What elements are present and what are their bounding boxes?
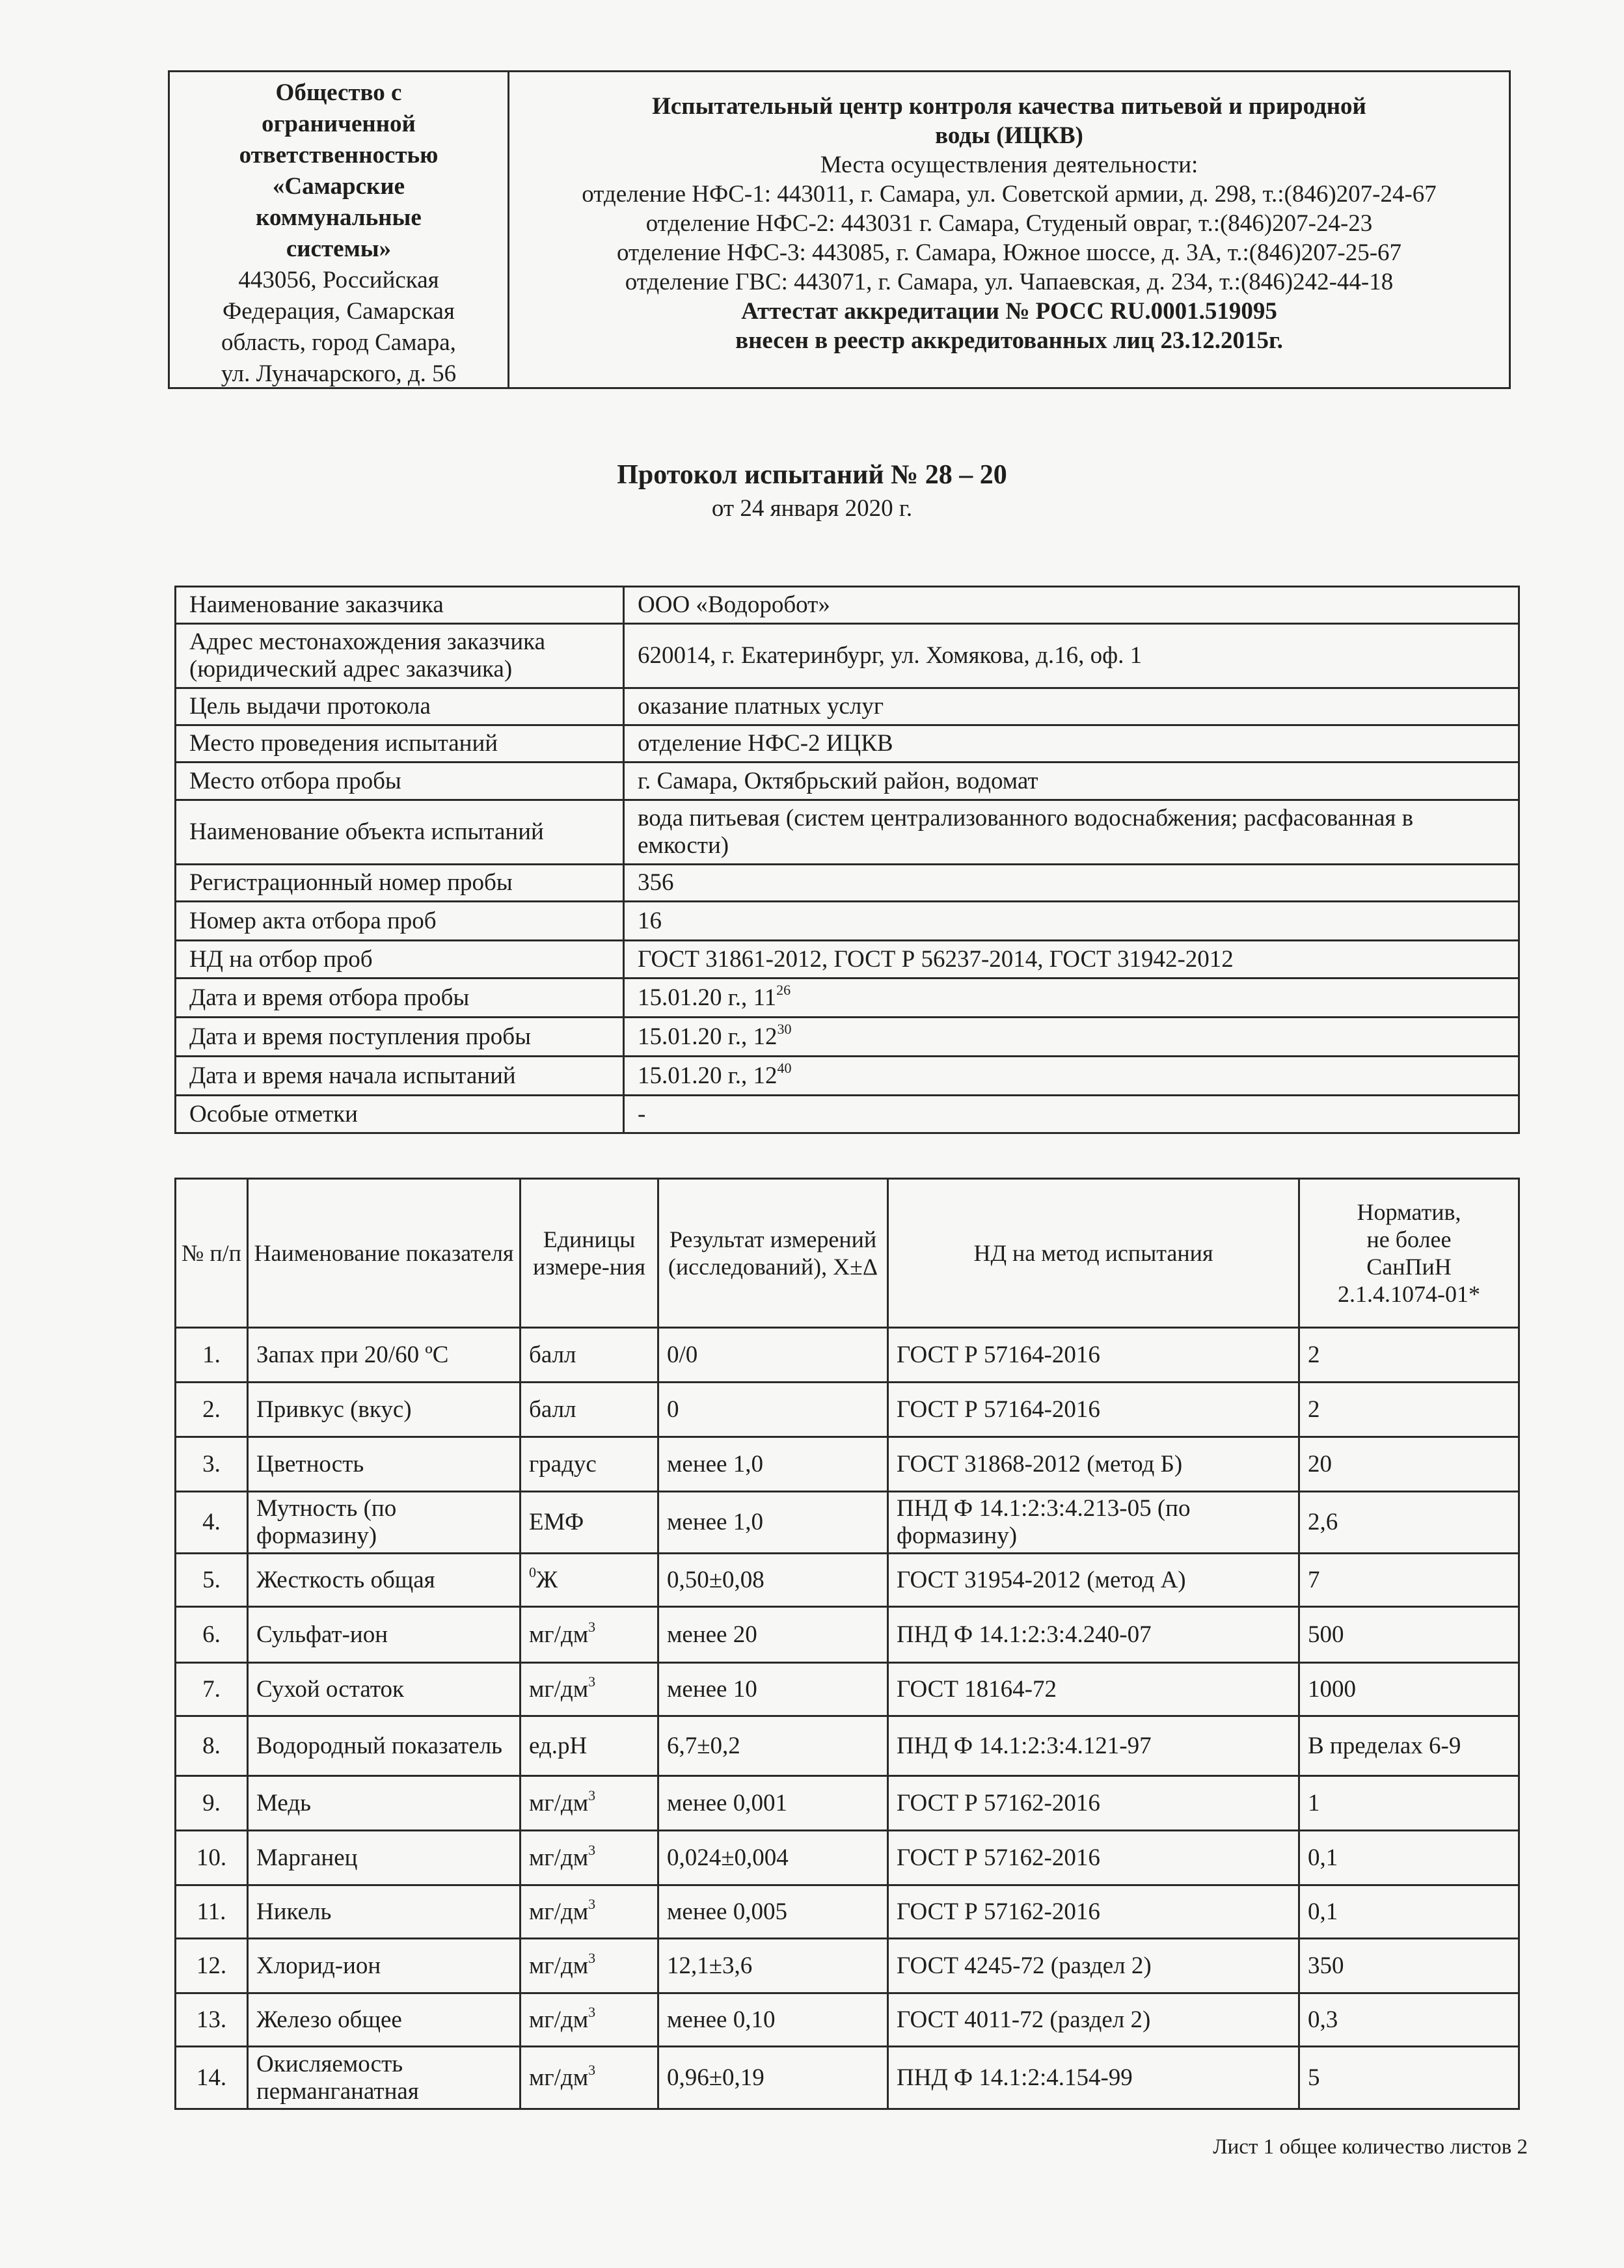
info-row: [176, 941, 1519, 979]
protocol-date: от 24 января 2020 г.: [711, 495, 913, 522]
address-line: ул. Луначарского, д. 56: [221, 360, 457, 387]
norm-value: 2,6: [1299, 1492, 1519, 1554]
indicator-name: Мутность (по формазину): [248, 1492, 521, 1554]
norm-value: 1000: [1299, 1663, 1519, 1716]
info-row: [176, 1057, 1519, 1096]
method-cell: ГОСТ 31868-2012 (метод Б): [888, 1437, 1299, 1492]
info-row: [176, 763, 1519, 800]
col-unit-header: Единицы измере-ния: [521, 1179, 658, 1328]
unit-text: мг/дм: [529, 1675, 589, 1703]
results-header-row: [176, 1179, 1519, 1328]
organization-cell: [170, 72, 509, 387]
info-row: [176, 1018, 1519, 1057]
norm-value: 2: [1299, 1328, 1519, 1383]
address-line: область, город Самара,: [221, 329, 456, 356]
row-number: 13.: [176, 1993, 248, 2047]
unit-cell: [521, 1716, 658, 1776]
norm-value: 350: [1299, 1939, 1519, 1993]
result-row: [176, 1492, 1519, 1554]
method-cell: ПНД Ф 14.1:2:3:4.213-05 (по формазину): [888, 1492, 1299, 1554]
result-row: [176, 1831, 1519, 1885]
row-number: 7.: [176, 1663, 248, 1716]
info-value: [624, 1096, 1519, 1133]
info-value: [624, 1018, 1519, 1057]
org-line: системы»: [286, 236, 392, 262]
info-value: [624, 587, 1519, 624]
col-result-header: Результат измерений (исследований), Х±Δ: [658, 1179, 888, 1328]
results-table: [174, 1178, 1520, 2110]
info-value: [624, 725, 1519, 763]
indicator-name: Хлорид-ион: [248, 1939, 521, 1993]
branch-line: отделение НФС-2: 443031 г. Самара, Студеный овраг, т.:(846)207-24-23: [645, 210, 1373, 237]
norm-value: 7: [1299, 1554, 1519, 1607]
indicator-name: Привкус (вкус): [248, 1383, 521, 1437]
unit-text: мг/дм: [529, 1952, 589, 1979]
org-line: коммунальные: [256, 204, 422, 231]
info-row: [176, 587, 1519, 624]
row-number: 14.: [176, 2047, 248, 2109]
result-value: 0,96±0,19: [658, 2047, 888, 2109]
norm-value: 0,3: [1299, 1993, 1519, 2047]
result-value: 0,50±0,08: [658, 1554, 888, 1607]
indicator-name: Сухой остаток: [248, 1663, 521, 1716]
indicator-name: Окисляемость перманганатная: [248, 2047, 521, 2109]
center-title-abbr: воды (ИЦКВ): [935, 122, 1083, 149]
result-value: менее 20: [658, 1607, 888, 1663]
unit-superscript: 3: [588, 1949, 596, 1966]
indicator-name: Сульфат-ион: [248, 1607, 521, 1663]
unit-text: Ж: [536, 1566, 558, 1593]
result-value: менее 10: [658, 1663, 888, 1716]
unit-text: мг/дм: [529, 1621, 589, 1648]
address-line: Федерация, Самарская: [223, 298, 455, 325]
info-value: [624, 624, 1519, 688]
info-row: [176, 725, 1519, 763]
info-value: [624, 1057, 1519, 1096]
org-line: Общество с: [275, 79, 402, 106]
org-line: «Самарские: [272, 173, 405, 200]
info-value-text: 15.01.20 г., 11: [638, 984, 777, 1011]
info-value: [624, 688, 1519, 725]
unit-text: мг/дм: [529, 1789, 589, 1816]
result-value: менее 0,10: [658, 1993, 888, 2047]
result-row: [176, 1776, 1519, 1831]
branch-line: отделение НФС-1: 443011, г. Самара, ул. Советской армии, д. 298, т.:(846)207-24-67: [582, 181, 1437, 208]
org-line: ответственностью: [239, 142, 439, 169]
info-value-text: ООО «Водоробот»: [638, 591, 830, 618]
time-minutes: 26: [776, 981, 791, 998]
info-row: [176, 1096, 1519, 1133]
row-number: 2.: [176, 1383, 248, 1437]
address-line: 443056, Российская: [238, 267, 439, 293]
info-key: Место проведения испытаний: [176, 725, 624, 763]
method-cell: ГОСТ Р 57164-2016: [888, 1383, 1299, 1437]
places-label: Места осуществления деятельности:: [820, 152, 1198, 178]
info-key: Цель выдачи протокола: [176, 688, 624, 725]
time-minutes: 30: [777, 1020, 792, 1037]
info-key: Номер акта отбора проб: [176, 902, 624, 941]
norm-header-line: СанПиН: [1366, 1254, 1452, 1280]
method-cell: ПНД Ф 14.1:2:3:4.240-07: [888, 1607, 1299, 1663]
norm-value: 0,1: [1299, 1831, 1519, 1885]
result-value: менее 0,001: [658, 1776, 888, 1831]
indicator-name: Запах при 20/60 ºС: [248, 1328, 521, 1383]
norm-header-line: 2.1.4.1074-01*: [1338, 1281, 1480, 1307]
header-block: [168, 70, 1511, 389]
org-line: ограниченной: [262, 111, 416, 137]
center-title: Испытательный центр контроля качества питьевой и природной: [652, 93, 1366, 120]
unit-text: ЕМФ: [529, 1509, 584, 1535]
result-row: [176, 1939, 1519, 1993]
row-number: 6.: [176, 1607, 248, 1663]
unit-cell: [521, 1776, 658, 1831]
row-number: 10.: [176, 1831, 248, 1885]
norm-value: 1: [1299, 1776, 1519, 1831]
registry-line: внесен в реестр аккредитованных лиц 23.12.2015г.: [735, 327, 1283, 354]
method-cell: ГОСТ 31954-2012 (метод А): [888, 1554, 1299, 1607]
info-row: [176, 865, 1519, 902]
result-value: 0,024±0,004: [658, 1831, 888, 1885]
branch-line: отделение ГВС: 443071, г. Самара, ул. Чапаевская, д. 234, т.:(846)242-44-18: [625, 269, 1394, 295]
info-value-text: оказание платных услуг: [638, 693, 884, 720]
col-norm-header: [1299, 1179, 1519, 1328]
result-value: 12,1±3,6: [658, 1939, 888, 1993]
info-key: Дата и время начала испытаний: [176, 1057, 624, 1096]
info-value-text: 15.01.20 г., 12: [638, 1023, 778, 1050]
result-value: менее 1,0: [658, 1437, 888, 1492]
norm-value: 5: [1299, 2047, 1519, 2109]
unit-text: мг/дм: [529, 1898, 589, 1925]
unit-cell: [521, 1492, 658, 1554]
time-minutes: 40: [777, 1059, 792, 1076]
result-value: 6,7±0,2: [658, 1716, 888, 1776]
row-number: 11.: [176, 1885, 248, 1939]
method-cell: ГОСТ 4245-72 (раздел 2): [888, 1939, 1299, 1993]
accreditation-line: Аттестат аккредитации № РОСС RU.0001.519095: [741, 298, 1277, 325]
method-cell: ГОСТ Р 57162-2016: [888, 1776, 1299, 1831]
result-row: [176, 1554, 1519, 1607]
info-value: [624, 800, 1519, 865]
result-value: 0: [658, 1383, 888, 1437]
info-value-text: 356: [638, 869, 674, 896]
unit-superscript: 3: [588, 2003, 596, 2020]
row-number: 8.: [176, 1716, 248, 1776]
result-value: менее 1,0: [658, 1492, 888, 1554]
info-row: [176, 800, 1519, 865]
sample-info-table: [174, 586, 1520, 1134]
result-row: [176, 1383, 1519, 1437]
method-cell: ГОСТ 4011-72 (раздел 2): [888, 1993, 1299, 2047]
row-number: 12.: [176, 1939, 248, 1993]
info-key: Особые отметки: [176, 1096, 624, 1133]
unit-cell: [521, 1831, 658, 1885]
info-value-text: ГОСТ 31861-2012, ГОСТ Р 56237-2014, ГОСТ 31942-2012: [638, 945, 1234, 973]
result-row: [176, 1663, 1519, 1716]
indicator-name: Железо общее: [248, 1993, 521, 2047]
unit-cell: [521, 1939, 658, 1993]
info-value-text: г. Самара, Октябрьский район, водомат: [638, 767, 1038, 794]
info-value-text: 15.01.20 г., 12: [638, 1062, 778, 1089]
unit-cell: [521, 1328, 658, 1383]
method-cell: ГОСТ Р 57164-2016: [888, 1328, 1299, 1383]
unit-text: балл: [529, 1341, 576, 1368]
info-value-text: 16: [638, 907, 662, 934]
norm-value: 500: [1299, 1607, 1519, 1663]
info-key: Регистрационный номер пробы: [176, 865, 624, 902]
info-key: Дата и время отбора пробы: [176, 979, 624, 1018]
row-number: 4.: [176, 1492, 248, 1554]
row-number: 1.: [176, 1328, 248, 1383]
indicator-name: Жесткость общая: [248, 1554, 521, 1607]
unit-cell: [521, 1607, 658, 1663]
unit-text: градус: [529, 1450, 597, 1478]
info-row: [176, 688, 1519, 725]
method-cell: ГОСТ Р 57162-2016: [888, 1885, 1299, 1939]
indicator-name: Цветность: [248, 1437, 521, 1492]
unit-cell: [521, 1383, 658, 1437]
unit-superscript: 3: [588, 1673, 596, 1690]
result-row: [176, 1885, 1519, 1939]
norm-value: 2: [1299, 1383, 1519, 1437]
indicator-name: Водородный показатель: [248, 1716, 521, 1776]
test-center-cell: [509, 72, 1509, 387]
result-value: менее 0,005: [658, 1885, 888, 1939]
norm-value: 0,1: [1299, 1885, 1519, 1939]
method-cell: ПНД Ф 14.1:2:4.154-99: [888, 2047, 1299, 2109]
result-row: [176, 1716, 1519, 1776]
norm-header-line: не более: [1366, 1226, 1452, 1252]
result-value: 0/0: [658, 1328, 888, 1383]
row-number: 3.: [176, 1437, 248, 1492]
unit-prefix-superscript: 0: [529, 1563, 536, 1580]
info-value: [624, 865, 1519, 902]
branch-line: отделение НФС-3: 443085, г. Самара, Южное шоссе, д. 3А, т.:(846)207-25-67: [616, 239, 1402, 266]
result-row: [176, 1437, 1519, 1492]
info-key: Наименование заказчика: [176, 587, 624, 624]
info-key: Дата и время поступления пробы: [176, 1018, 624, 1057]
info-key: Место отбора пробы: [176, 763, 624, 800]
col-number-header: № п/п: [176, 1179, 248, 1328]
indicator-name: Медь: [248, 1776, 521, 1831]
info-key: Адрес местонахождения заказчика (юридический адрес заказчика): [176, 624, 624, 688]
info-value: [624, 979, 1519, 1018]
organization-address: [170, 265, 508, 390]
col-name-header: Наименование показателя: [248, 1179, 521, 1328]
unit-text: ед.рН: [529, 1732, 588, 1759]
method-cell: ГОСТ 18164-72: [888, 1663, 1299, 1716]
row-number: 9.: [176, 1776, 248, 1831]
info-row: [176, 902, 1519, 941]
unit-superscript: 3: [588, 1841, 596, 1858]
unit-cell: [521, 2047, 658, 2109]
info-row: [176, 624, 1519, 688]
unit-superscript: 3: [588, 1895, 596, 1912]
result-row: [176, 1993, 1519, 2047]
norm-header-line: Норматив,: [1357, 1199, 1461, 1225]
page-footer: Лист 1 общее количество листов 2: [1213, 2135, 1528, 2159]
result-row: [176, 2047, 1519, 2109]
info-value-text: вода питьевая (систем централизованного водоснабжения; расфасованная в емкости): [638, 805, 1414, 859]
unit-cell: [521, 1993, 658, 2047]
info-value: [624, 941, 1519, 979]
unit-text: мг/дм: [529, 1844, 589, 1871]
unit-cell: [521, 1437, 658, 1492]
unit-text: мг/дм: [529, 2064, 589, 2091]
unit-superscript: 3: [588, 2061, 596, 2078]
info-key: Наименование объекта испытаний: [176, 800, 624, 865]
organization-name: [170, 77, 508, 265]
unit-cell: [521, 1885, 658, 1939]
unit-text: мг/дм: [529, 2006, 589, 2033]
result-row: [176, 1328, 1519, 1383]
indicator-name: Никель: [248, 1885, 521, 1939]
unit-cell: [521, 1663, 658, 1716]
indicator-name: Марганец: [248, 1831, 521, 1885]
norm-value: 20: [1299, 1437, 1519, 1492]
info-value: [624, 763, 1519, 800]
info-key: НД на отбор проб: [176, 941, 624, 979]
info-value-text: отделение НФС-2 ИЦКВ: [638, 730, 893, 757]
method-cell: ПНД Ф 14.1:2:3:4.121-97: [888, 1716, 1299, 1776]
protocol-title: Протокол испытаний № 28 – 20: [617, 460, 1007, 490]
info-value-text: 620014, г. Екатеринбург, ул. Хомякова, д.16, оф. 1: [638, 642, 1143, 669]
unit-text: балл: [529, 1396, 576, 1423]
row-number: 5.: [176, 1554, 248, 1607]
info-row: [176, 979, 1519, 1018]
info-value: [624, 902, 1519, 941]
unit-superscript: 3: [588, 1787, 596, 1803]
unit-superscript: 3: [588, 1618, 596, 1635]
col-method-header: НД на метод испытания: [888, 1179, 1299, 1328]
info-value-text: -: [638, 1100, 646, 1127]
result-row: [176, 1607, 1519, 1663]
unit-cell: [521, 1554, 658, 1607]
method-cell: ГОСТ Р 57162-2016: [888, 1831, 1299, 1885]
norm-value: В пределах 6-9: [1299, 1716, 1519, 1776]
